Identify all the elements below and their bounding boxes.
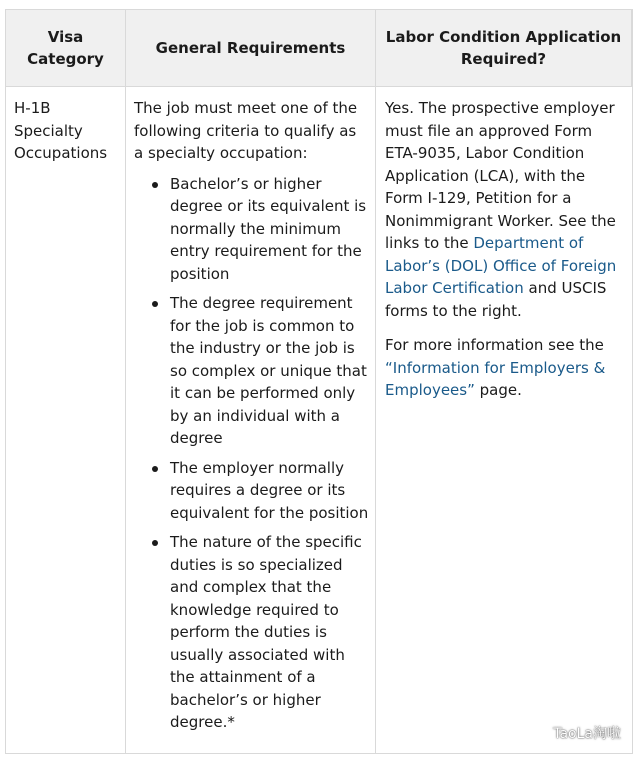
lca-p1-text-b: and USCIS forms to the right. xyxy=(385,279,607,320)
list-item: The employer normally requires a degree or its equivalent for the position xyxy=(170,457,369,525)
lca-p1-text-a: Yes. The prospective employer must file an approved Form ETA-9035, Labor Condition Application (LCA), with the Form I-129, Petition for a Nonimmigrant Worker. See the links to the xyxy=(385,99,616,252)
list-item: Bachelor’s or higher degree or its equivalent is normally the minimum entry requirement for the position xyxy=(170,173,369,286)
watermark xyxy=(525,723,621,743)
employers-employees-link[interactable]: “Information for Employers & Employees” xyxy=(385,358,606,399)
dol-oflc-link[interactable]: Department of Labor’s (DOL) Office of Foreign Labor Certification xyxy=(385,234,617,297)
list-item: The degree requirement for the job is common to the industry or the job is so complex or unique that it can be performed only by an individual with a degree xyxy=(170,292,369,450)
wechat-icon xyxy=(525,724,547,742)
visa-requirements-table xyxy=(5,9,633,754)
lca-p2-text-a: For more information see the xyxy=(385,336,604,354)
cell-general-requirements xyxy=(126,87,376,753)
lca-paragraph-2 xyxy=(385,334,626,402)
header-general-requirements: General Requirements xyxy=(126,10,376,87)
header-lca-required: Labor Condition Application Required? xyxy=(376,10,632,87)
header-visa-category: Visa Category xyxy=(6,10,126,87)
lca-paragraph-1 xyxy=(385,97,626,322)
requirements-intro: The job must meet one of the following criteria to qualify as a specialty occupation: xyxy=(134,99,358,162)
cell-lca-required xyxy=(376,87,632,753)
lca-p2-text-b: page. xyxy=(474,381,522,399)
criteria-list xyxy=(134,173,369,734)
visa-category-text: H-1B Specialty Occupations xyxy=(14,99,108,162)
cell-visa-category xyxy=(6,87,126,753)
list-item: The nature of the specific duties is so specialized and complex that the knowledge required to perform the duties is usually associated with the attainment of a bachelor’s or higher degree.* xyxy=(170,531,369,734)
watermark-text: TaoLa淘啦 xyxy=(553,726,621,742)
